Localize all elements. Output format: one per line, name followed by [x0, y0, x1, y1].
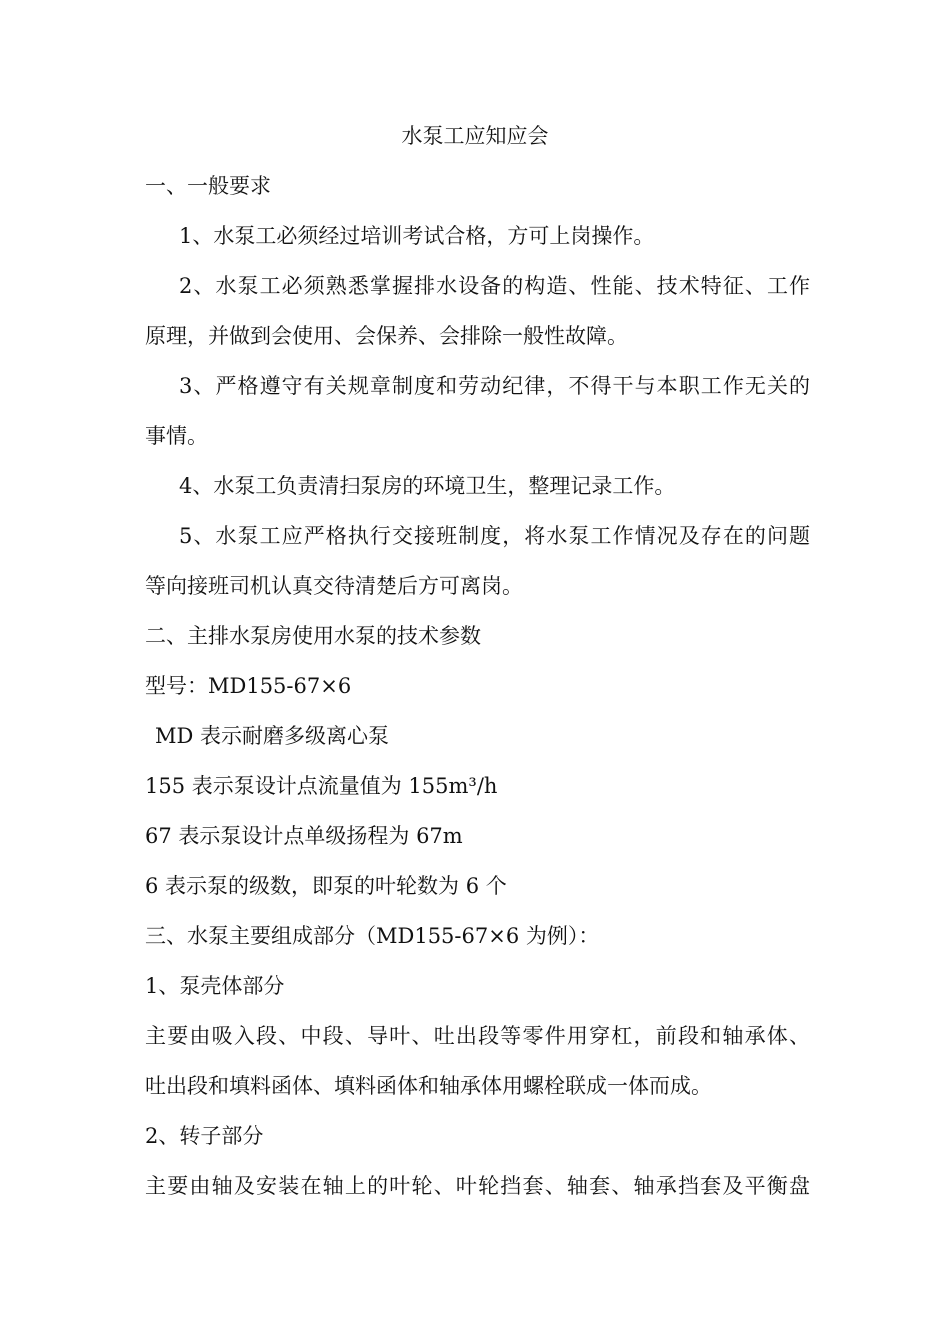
document-body	[145, 171, 810, 1221]
paragraph-line: 2、水泵工必须熟悉掌握排水设备的构造、性能、技术特征、工作	[179, 274, 810, 298]
paragraph-line: 等向接班司机认真交待清楚后方可离岗。	[145, 574, 523, 598]
paragraph-line: MD 表示耐磨多级离心泵	[155, 724, 390, 748]
paragraph-line: 型号：MD155-67×6	[145, 674, 352, 698]
paragraph-line: 4、水泵工负责清扫泵房的环境卫生，整理记录工作。	[179, 474, 676, 498]
paragraph-line: 5、水泵工应严格执行交接班制度，将水泵工作情况及存在的问题	[179, 524, 810, 548]
section-heading-general-requirements: 一、一般要求	[145, 174, 271, 198]
section-heading-pump-components: 三、水泵主要组成部分（MD155-67×6 为例）：	[145, 924, 600, 948]
document-title: 水泵工应知应会	[401, 124, 549, 148]
paragraph-line: 3、严格遵守有关规章制度和劳动纪律，不得干与本职工作无关的	[179, 374, 810, 398]
paragraph-line: 主要由轴及安装在轴上的叶轮、叶轮挡套、轴套、轴承挡套及平衡盘	[145, 1174, 810, 1198]
paragraph-line: 155 表示泵设计点流量值为 155m³/h	[145, 774, 498, 798]
subsection-heading-pump-casing: 1、泵壳体部分	[145, 974, 285, 998]
paragraph-line: 吐出段和填料函体、填料函体和轴承体用螺栓联成一体而成。	[145, 1074, 712, 1098]
paragraph-line: 主要由吸入段、中段、导叶、吐出段等零件用穿杠，前段和轴承体、	[145, 1024, 810, 1048]
paragraph-line: 事情。	[145, 424, 208, 448]
section-heading-pump-parameters: 二、主排水泵房使用水泵的技术参数	[145, 624, 481, 648]
subsection-heading-rotor: 2、转子部分	[145, 1124, 264, 1148]
paragraph-line: 原理，并做到会使用、会保养、会排除一般性故障。	[145, 324, 628, 348]
paragraph-line: 6 表示泵的级数，即泵的叶轮数为 6 个	[145, 874, 507, 898]
paragraph-line: 67 表示泵设计点单级扬程为 67m	[145, 824, 463, 848]
paragraph-line: 1、水泵工必须经过培训考试合格，方可上岗操作。	[179, 224, 655, 248]
